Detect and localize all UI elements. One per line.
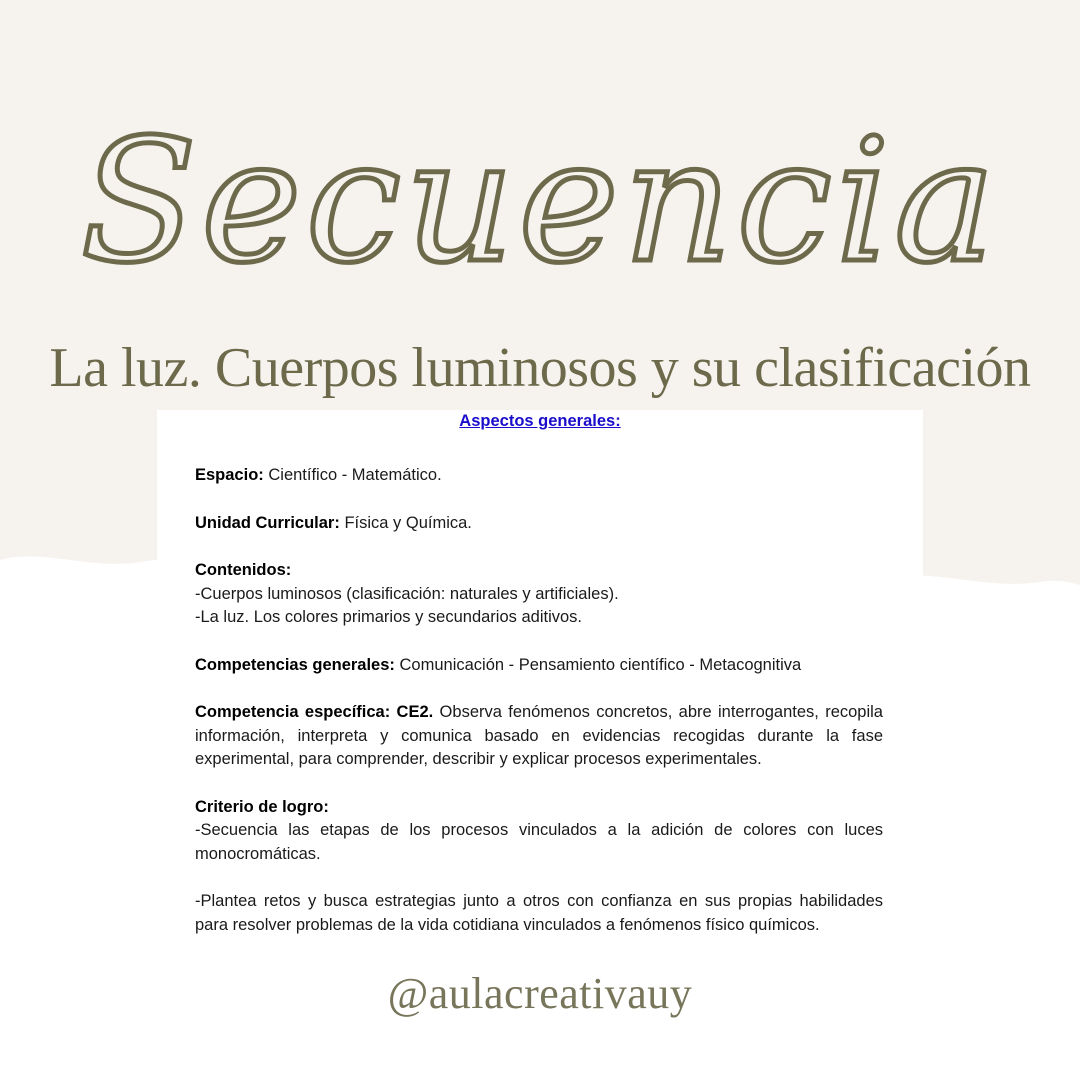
unidad-value: Física y Química.: [339, 513, 472, 532]
comp-generales-label: Competencias generales:: [195, 655, 395, 674]
criterio-block: [195, 796, 883, 867]
espacio-label: Espacio:: [195, 466, 264, 484]
unidad-label: Unidad Curricular:: [195, 513, 340, 532]
comp-especifica-value: Observa fenómenos concretos, abre interrogantes, recopila información, interpreta y comunica basado en evidencias recogidas durante la fase experimental, para comprender, describir y explicar procesos experimentales.: [195, 703, 883, 768]
criterio-item: -Plantea retos y busca estrategias junto a otros con confianza en sus propias habilidades para resolver problemas de la vida cotidiana vinculados a fenómenos físico químicos.: [195, 892, 883, 934]
espacio-value: Científico - Matemático.: [263, 466, 442, 484]
criterio-label: Criterio de logro:: [195, 797, 329, 816]
comp-generales-value: Comunicación - Pensamiento científico - Metacognitiva: [394, 655, 802, 674]
contenidos-item: -Cuerpos luminosos (clasificación: naturales y artificiales).: [195, 584, 619, 603]
subtitle: La luz. Cuerpos luminosos y su clasificación: [49, 337, 1031, 399]
document-excerpt: [157, 410, 923, 970]
script-title-text: Secuencia: [80, 103, 1000, 301]
criterio-item: -Secuencia las etapas de los procesos vinculados a la adición de colores con luces monocromáticas.: [195, 821, 883, 863]
contenidos-item: -La luz. Los colores primarios y secundarios aditivos.: [195, 608, 583, 626]
social-handle: @aulacreativauy: [387, 969, 693, 1018]
comp-especifica-label: Competencia específica: CE2.: [195, 703, 434, 721]
contenidos-label: Contenidos:: [195, 561, 292, 579]
doc-body: [195, 464, 883, 961]
espacio-line: [195, 464, 883, 488]
comp-especifica-block: [195, 701, 883, 772]
script-title: [0, 60, 1080, 350]
comp-generales-line: [195, 654, 883, 678]
doc-heading-link[interactable]: Aspectos generales:: [459, 412, 621, 430]
unidad-line: [195, 512, 883, 536]
criterio-block-2: [195, 890, 883, 937]
contenidos-block: [195, 559, 883, 630]
